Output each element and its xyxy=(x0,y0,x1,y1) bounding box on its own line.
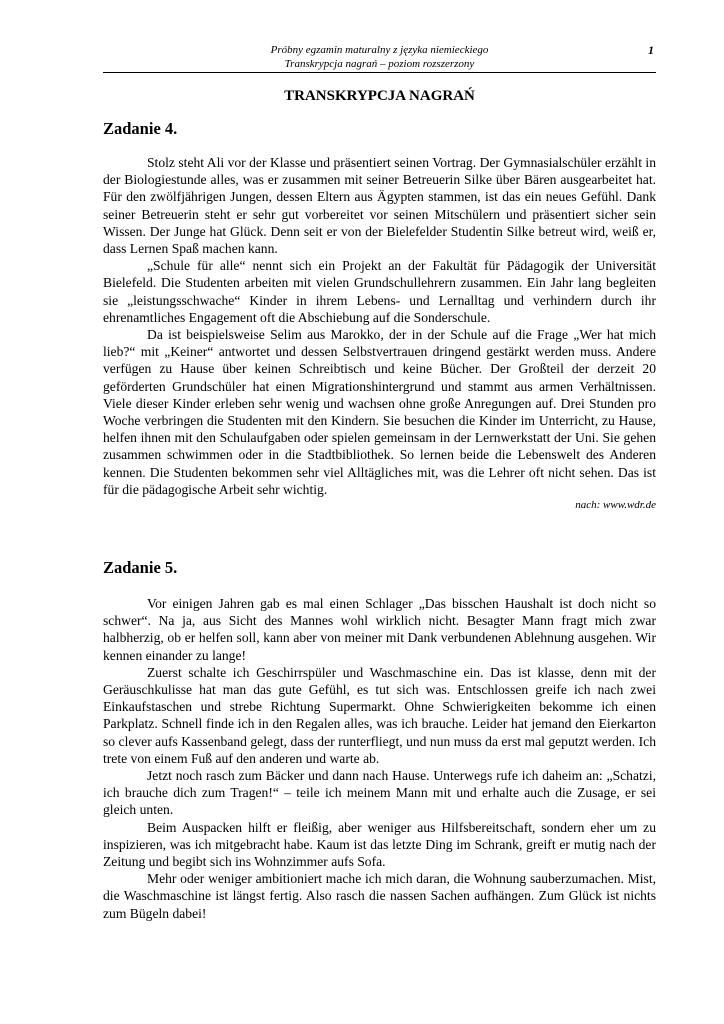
header-exam-title: Próbny egzamin maturalny z języka niemieckiego xyxy=(270,44,489,56)
section-zadanie-5 xyxy=(103,557,656,922)
section-heading: Zadanie 4. xyxy=(103,119,178,138)
page-number: 1 xyxy=(648,43,654,57)
paragraph: Beim Auspacken hilft er fleißig, aber weniger aus Hilfsbereitschaft, sondern eher um zu inspizieren, was ich mitgebracht habe. Kaum ist das letzte Ding im Schrank, greift er mutig nach der Zeitung und begibt sich ins Wohnzimmer aufs Sofa. xyxy=(103,819,656,870)
page-header xyxy=(103,43,656,73)
paragraph: Vor einigen Jahren gab es mal einen Schlager „Das bisschen Haushalt ist doch nicht so schwer“. Na ja, aus Sicht des Mannes wohl wirklich nicht. Besagter Mann fragt mich zwar halbherzig, ob er helfen soll, kann aber von meiner mit Dank verbundenen Ablehnung ausgehen. Wir kennen einander zu lange! xyxy=(103,596,656,663)
paragraph: „Schule für alle“ nennt sich ein Projekt an der Fakultät für Pädagogik der Universität Bielefeld. Die Studenten arbeiten mit vielen Grundschullehrern zusammen. Ein Jahr lang begleiten sie „leistungsschwache“ Kinder in ihrem Lebens- und Lernalltag und verhindern durch ihr ehrenamtliches Engagement oft die Abschiebung auf die Sonderschule. xyxy=(103,258,656,325)
header-divider xyxy=(103,72,656,73)
header-subtitle: Transkrypcja nagrań – poziom rozszerzony xyxy=(284,58,475,70)
document-title: TRANSKRYPCJA NAGRAŃ xyxy=(284,88,475,104)
paragraph: Da ist beispielsweise Selim aus Marokko, der in der Schule auf die Frage „Wer hat mich lieb?“ mit „Keiner“ antwortet und dessen Selbstvertrauen dringend gestärkt werden muss. Andere verfügen zu Hause über keinen Schreibtisch und keine Bücher. Der Großteil der derzeit 20 geförderten Grundschüler hat einen Migrationshintergrund und stammt aus armen Verhältnissen. Viele dieser Kinder erleben sehr wenig und wachsen ohne große Anregungen auf. Drei Stunden pro Woche verbringen die Studenten mit den Kindern. Sie besuchen die Kinder im Unterricht, zu Hause, helfen ihnen mit den Schulaufgaben oder spielen gemeinsam in der Lernwerkstatt der Uni. Sie gehen zusammen schwimmen oder in die Stadtbibliothek. So lernen beide die Lebenswelt des Anderen kennen. Die Studenten bekommen sehr viel Alltägliches mit, was die Lehrer oft nicht sehen. Das ist für die pädagogische Arbeit sehr wichtig. xyxy=(103,327,656,497)
source-citation: nach: www.wdr.de xyxy=(575,499,656,512)
paragraph: Stolz steht Ali vor der Klasse und präsentiert seinen Vortrag. Der Gymnasialschüler erzählt in der Biologiestunde alles, was er zusammen mit seiner Betreuerin Silke über Bären ausgearbeitet hat. Für den zwölfjährigen Jungen, dessen Eltern aus Ägypten stammen, ist das ein neues Gefühl. Dank seiner Betreuerin steht er sehr gut vorbereitet vor seinen Mitschülern und präsentiert sicher sein Wissen. Der Junge hat Glück. Denn seit er von der Bielefelder Studentin Silke betreut wird, weiß er, dass Lernen Spaß machen kann. xyxy=(103,155,656,257)
paragraph: Jetzt noch rasch zum Bäcker und dann nach Hause. Unterwegs rufe ich daheim an: „Schatzi, ich brauche dich zum Tragen!“ – teile ich meinem Mann mit und erhalte auch die Zusage, er sei gleich unten. xyxy=(103,768,656,818)
paragraph: Zuerst schalte ich Geschirrspüler und Waschmaschine ein. Das ist klasse, denn mit der Geräuschkulisse hat man das gute Gefühl, es tut sich was. Entschlossen greife ich nach zwei Einkaufstaschen und strebe Richtung Supermarkt. Ohne Schwierigkeiten bekomme ich einen Parkplatz. Schnell finde ich in den Regalen alles, was ich brauche. Leider hat jemand den Eierkarton so clever aufs Kassenband gelegt, dass der runterfliegt, und nun muss da erst mal geputzt werden. Ich trete von einem Fuß auf den anderen und warte ab. xyxy=(103,664,656,766)
section-zadanie-4 xyxy=(103,118,656,512)
section-heading: Zadanie 5. xyxy=(103,558,178,577)
paragraph: Mehr oder weniger ambitioniert mache ich mich daran, die Wohnung sauberzumachen. Mist, die Waschmaschine ist längst fertig. Also rasch die nassen Sachen aufhängen. Zum Glück ist nichts zum Bügeln dabei! xyxy=(103,871,656,921)
